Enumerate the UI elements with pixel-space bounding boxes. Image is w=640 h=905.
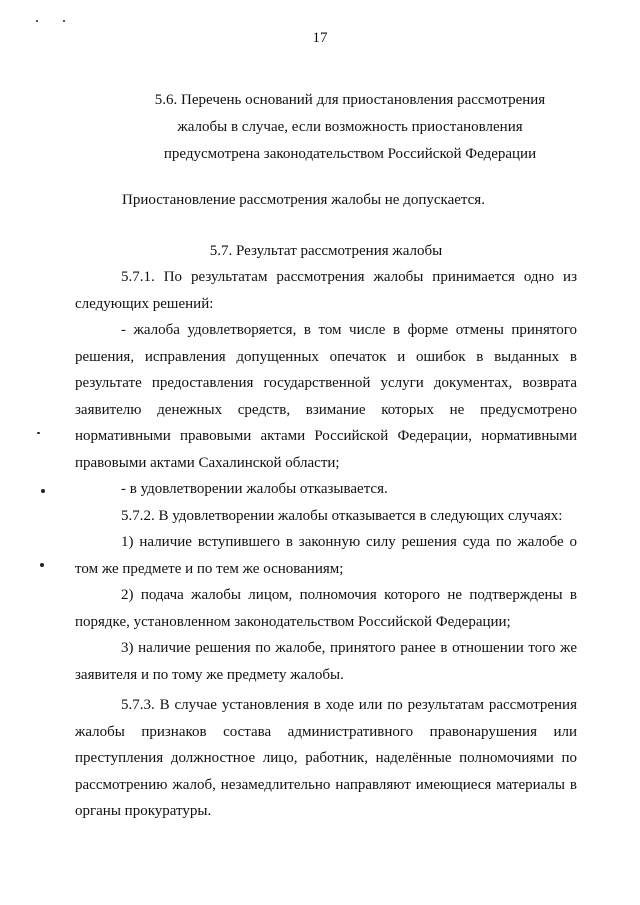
scan-speck <box>40 563 44 567</box>
scan-speck <box>41 489 45 493</box>
section-5-7-body <box>75 264 577 825</box>
section-5-6-title-line-3: предусмотрена законодательством Российской Федерации <box>163 146 537 162</box>
section-5-6-title <box>100 87 600 168</box>
paragraph-refusal-case-3: 3) наличие решения по жалобе, принятого ранее в отношении того же заявителя и по тому же предмету жалобы. <box>75 640 577 683</box>
paragraph-refusal-case-2: 2) подача жалобы лицом, полномочия которого не подтверждены в порядке, установленном законодательством Российской Федерации; <box>75 587 577 630</box>
paragraph-decision-satisfied: - жалоба удовлетворяется, в том числе в форме отмены принятого решения, исправления допущенных опечаток и ошибок в выданных в результате предоставления государственной услуги документах, возврата заявителю денежных средств, взимание которых не предусмотрено нормативными правовыми актами Российской Федерации, нормативными правовыми актами Сахалинской области; <box>75 322 577 471</box>
section-5-6-title-line-1: 5.6. Перечень оснований для приостановления рассмотрения <box>154 92 546 108</box>
section-5-6-title-line-2: жалобы в случае, если возможность приостановления <box>177 119 523 135</box>
paragraph-5-7-1: 5.7.1. По результатам рассмотрения жалобы принимается одно из следующих решений: <box>75 269 577 312</box>
paragraph-5-7-2: 5.7.2. В удовлетворении жалобы отказывается в следующих случаях: <box>121 507 563 524</box>
paragraph-5-7-3: 5.7.3. В случае установления в ходе или по результатам рассмотрения жалобы признаков состава административного правонарушения или преступления должностное лицо, работник, наделённые полномочиями по рассмотрению жалоб, незамедлительно направляют имеющиеся материалы в органы прокуратуры. <box>75 697 577 819</box>
scan-speck <box>63 20 65 22</box>
paragraph-refusal-case-1: 1) наличие вступившего в законную силу решения суда по жалобе о том же предмете и по тем же основаниям; <box>75 534 577 577</box>
section-5-7-title: 5.7. Результат рассмотрения жалобы <box>209 243 443 259</box>
scan-speck <box>36 20 38 22</box>
paragraph-decision-refused: - в удовлетворении жалобы отказывается. <box>121 481 388 497</box>
section-5-6-text: Приостановление рассмотрения жалобы не допускается. <box>122 192 485 208</box>
scan-speck <box>37 432 40 434</box>
page-number: 17 <box>312 30 328 46</box>
